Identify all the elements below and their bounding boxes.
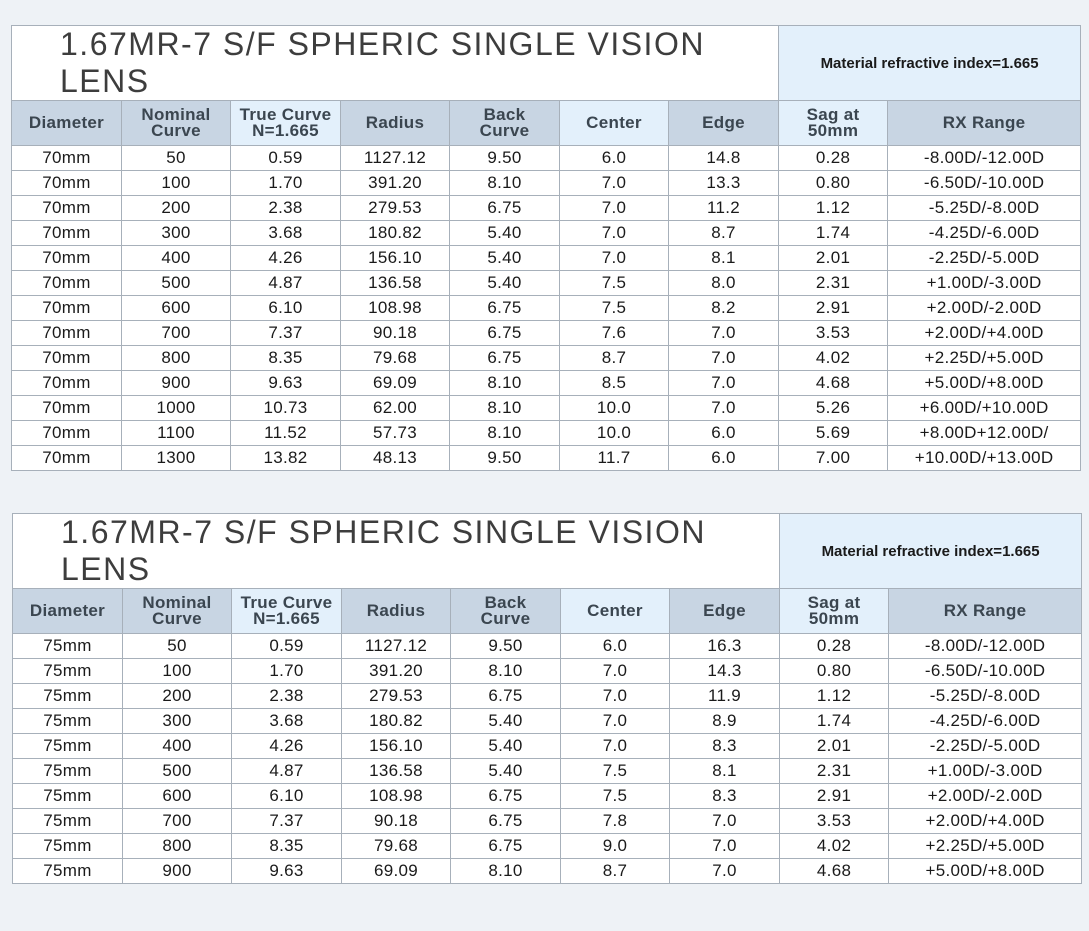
table-row <box>13 659 1082 684</box>
cell-rx-range: +8.00D+12.00D/ <box>888 421 1081 446</box>
cell-center: 10.0 <box>560 421 669 446</box>
cell-edge: 7.0 <box>669 371 779 396</box>
cell-center: 8.7 <box>561 859 670 884</box>
header-diameter: Diameter <box>13 589 123 634</box>
cell-diameter: 70mm <box>12 196 122 221</box>
cell-rx-range: +6.00D/+10.00D <box>888 396 1081 421</box>
cell-diameter: 75mm <box>13 759 123 784</box>
cell-edge: 11.2 <box>669 196 779 221</box>
cell-center: 7.0 <box>561 734 670 759</box>
cell-back-curve: 9.50 <box>450 446 560 471</box>
cell-diameter: 70mm <box>12 396 122 421</box>
cell-rx-range: +1.00D/-3.00D <box>889 759 1082 784</box>
cell-nominal-curve: 1000 <box>122 396 231 421</box>
header-back-curve: Back Curve <box>450 101 560 146</box>
lens-table-75mm-block <box>12 513 1081 884</box>
cell-rx-range: -4.25D/-6.00D <box>888 221 1081 246</box>
table-row <box>12 321 1081 346</box>
cell-nominal-curve: 100 <box>122 171 231 196</box>
cell-back-curve: 5.40 <box>450 246 560 271</box>
cell-radius: 48.13 <box>341 446 450 471</box>
cell-nominal-curve: 700 <box>122 321 231 346</box>
cell-center: 7.0 <box>561 659 670 684</box>
cell-true-curve: 3.68 <box>231 221 341 246</box>
cell-edge: 8.3 <box>670 784 780 809</box>
table-row <box>13 834 1082 859</box>
cell-nominal-curve: 800 <box>122 346 231 371</box>
cell-edge: 8.1 <box>669 246 779 271</box>
cell-true-curve: 9.63 <box>231 371 341 396</box>
cell-nominal-curve: 400 <box>123 734 232 759</box>
header-edge: Edge <box>669 101 779 146</box>
cell-rx-range: -6.50D/-10.00D <box>889 659 1082 684</box>
cell-diameter: 75mm <box>13 859 123 884</box>
cell-diameter: 70mm <box>12 271 122 296</box>
cell-true-curve: 6.10 <box>231 296 341 321</box>
cell-back-curve: 6.75 <box>451 834 561 859</box>
cell-back-curve: 6.75 <box>450 346 560 371</box>
lens-table <box>11 25 1081 471</box>
cell-center: 7.0 <box>560 246 669 271</box>
cell-nominal-curve: 300 <box>123 709 232 734</box>
cell-back-curve: 5.40 <box>451 734 561 759</box>
header-back-curve: Back Curve <box>451 589 561 634</box>
cell-nominal-curve: 100 <box>123 659 232 684</box>
cell-edge: 7.0 <box>670 834 780 859</box>
table-row <box>12 146 1081 171</box>
table-row <box>13 859 1082 884</box>
cell-radius: 57.73 <box>341 421 450 446</box>
cell-sag-at-50mm: 1.74 <box>780 709 889 734</box>
cell-center: 8.7 <box>560 346 669 371</box>
cell-back-curve: 5.40 <box>451 709 561 734</box>
header-rx-range: RX Range <box>889 589 1082 634</box>
cell-center: 7.0 <box>560 221 669 246</box>
cell-back-curve: 8.10 <box>450 171 560 196</box>
cell-center: 11.7 <box>560 446 669 471</box>
cell-center: 9.0 <box>561 834 670 859</box>
table-row <box>12 196 1081 221</box>
lens-table <box>12 513 1082 884</box>
cell-true-curve: 2.38 <box>231 196 341 221</box>
cell-edge: 8.2 <box>669 296 779 321</box>
cell-back-curve: 6.75 <box>451 809 561 834</box>
cell-diameter: 75mm <box>13 684 123 709</box>
table-row <box>12 396 1081 421</box>
lens-table-70mm-block <box>11 25 1080 471</box>
header-diameter: Diameter <box>12 101 122 146</box>
header-true-curve: True Curve N=1.665 <box>231 101 341 146</box>
cell-true-curve: 7.37 <box>231 321 341 346</box>
cell-true-curve: 11.52 <box>231 421 341 446</box>
cell-back-curve: 6.75 <box>451 784 561 809</box>
cell-center: 7.5 <box>560 271 669 296</box>
table-body <box>12 146 1081 471</box>
header-nominal-curve: Nominal Curve <box>122 101 231 146</box>
cell-nominal-curve: 1300 <box>122 446 231 471</box>
cell-rx-range: +2.25D/+5.00D <box>889 834 1082 859</box>
cell-true-curve: 4.26 <box>232 734 342 759</box>
cell-true-curve: 6.10 <box>232 784 342 809</box>
cell-sag-at-50mm: 2.91 <box>780 784 889 809</box>
cell-rx-range: -6.50D/-10.00D <box>888 171 1081 196</box>
cell-radius: 62.00 <box>341 396 450 421</box>
cell-radius: 136.58 <box>342 759 451 784</box>
cell-true-curve: 7.37 <box>232 809 342 834</box>
cell-nominal-curve: 200 <box>123 684 232 709</box>
cell-diameter: 70mm <box>12 346 122 371</box>
cell-rx-range: +2.00D/-2.00D <box>889 784 1082 809</box>
cell-diameter: 75mm <box>13 634 123 659</box>
cell-nominal-curve: 200 <box>122 196 231 221</box>
cell-diameter: 70mm <box>12 296 122 321</box>
cell-true-curve: 4.26 <box>231 246 341 271</box>
cell-nominal-curve: 600 <box>123 784 232 809</box>
cell-diameter: 70mm <box>12 371 122 396</box>
cell-true-curve: 13.82 <box>231 446 341 471</box>
cell-edge: 8.1 <box>670 759 780 784</box>
cell-back-curve: 6.75 <box>450 321 560 346</box>
cell-rx-range: +2.00D/+4.00D <box>888 321 1081 346</box>
cell-edge: 11.9 <box>670 684 780 709</box>
cell-radius: 79.68 <box>341 346 450 371</box>
table-row <box>12 346 1081 371</box>
cell-center: 7.0 <box>561 684 670 709</box>
header-true-curve: True Curve N=1.665 <box>232 589 342 634</box>
cell-rx-range: +1.00D/-3.00D <box>888 271 1081 296</box>
cell-center: 7.0 <box>560 171 669 196</box>
cell-back-curve: 6.75 <box>450 196 560 221</box>
cell-true-curve: 4.87 <box>232 759 342 784</box>
cell-rx-range: -5.25D/-8.00D <box>888 196 1081 221</box>
cell-radius: 90.18 <box>342 809 451 834</box>
cell-true-curve: 8.35 <box>232 834 342 859</box>
cell-edge: 14.8 <box>669 146 779 171</box>
table-row <box>12 296 1081 321</box>
cell-sag-at-50mm: 2.01 <box>779 246 888 271</box>
cell-back-curve: 8.10 <box>450 396 560 421</box>
table-row <box>12 446 1081 471</box>
cell-back-curve: 9.50 <box>450 146 560 171</box>
cell-back-curve: 8.10 <box>451 859 561 884</box>
table-title: 1.67MR-7 S/F SPHERIC SINGLE VISION LENS <box>13 514 780 589</box>
cell-sag-at-50mm: 2.31 <box>779 271 888 296</box>
cell-back-curve: 8.10 <box>451 659 561 684</box>
table-row <box>12 421 1081 446</box>
cell-back-curve: 6.75 <box>450 296 560 321</box>
cell-radius: 180.82 <box>341 221 450 246</box>
header-row <box>13 589 1082 634</box>
cell-diameter: 75mm <box>13 809 123 834</box>
cell-rx-range: -5.25D/-8.00D <box>889 684 1082 709</box>
cell-rx-range: +5.00D/+8.00D <box>888 371 1081 396</box>
cell-center: 7.8 <box>561 809 670 834</box>
cell-radius: 69.09 <box>341 371 450 396</box>
cell-true-curve: 3.68 <box>232 709 342 734</box>
cell-diameter: 70mm <box>12 146 122 171</box>
cell-sag-at-50mm: 2.31 <box>780 759 889 784</box>
cell-sag-at-50mm: 4.02 <box>780 834 889 859</box>
cell-sag-at-50mm: 4.68 <box>780 859 889 884</box>
cell-radius: 391.20 <box>341 171 450 196</box>
title-row <box>13 514 1082 589</box>
cell-sag-at-50mm: 2.91 <box>779 296 888 321</box>
cell-radius: 1127.12 <box>342 634 451 659</box>
cell-diameter: 70mm <box>12 221 122 246</box>
cell-diameter: 75mm <box>13 709 123 734</box>
cell-sag-at-50mm: 0.28 <box>780 634 889 659</box>
cell-sag-at-50mm: 2.01 <box>780 734 889 759</box>
header-sag-at-50mm: Sag at 50mm <box>779 101 888 146</box>
material-index-note: Material refractive index=1.665 <box>780 514 1082 589</box>
cell-edge: 16.3 <box>670 634 780 659</box>
material-index-note: Material refractive index=1.665 <box>779 26 1081 101</box>
cell-diameter: 75mm <box>13 784 123 809</box>
cell-diameter: 70mm <box>12 421 122 446</box>
table-row <box>13 759 1082 784</box>
cell-diameter: 70mm <box>12 246 122 271</box>
cell-nominal-curve: 500 <box>122 271 231 296</box>
cell-center: 6.0 <box>560 146 669 171</box>
cell-true-curve: 1.70 <box>232 659 342 684</box>
cell-true-curve: 10.73 <box>231 396 341 421</box>
cell-sag-at-50mm: 4.68 <box>779 371 888 396</box>
cell-sag-at-50mm: 0.80 <box>780 659 889 684</box>
table-row <box>13 709 1082 734</box>
cell-radius: 180.82 <box>342 709 451 734</box>
cell-sag-at-50mm: 4.02 <box>779 346 888 371</box>
cell-radius: 136.58 <box>341 271 450 296</box>
cell-sag-at-50mm: 5.26 <box>779 396 888 421</box>
cell-back-curve: 9.50 <box>451 634 561 659</box>
table-row <box>13 684 1082 709</box>
cell-rx-range: +2.00D/-2.00D <box>888 296 1081 321</box>
cell-diameter: 75mm <box>13 834 123 859</box>
cell-true-curve: 0.59 <box>232 634 342 659</box>
cell-radius: 90.18 <box>341 321 450 346</box>
table-title: 1.67MR-7 S/F SPHERIC SINGLE VISION LENS <box>12 26 779 101</box>
cell-edge: 7.0 <box>670 859 780 884</box>
header-radius: Radius <box>341 101 450 146</box>
cell-sag-at-50mm: 5.69 <box>779 421 888 446</box>
cell-true-curve: 4.87 <box>231 271 341 296</box>
cell-sag-at-50mm: 0.80 <box>779 171 888 196</box>
cell-edge: 6.0 <box>669 446 779 471</box>
cell-true-curve: 0.59 <box>231 146 341 171</box>
cell-back-curve: 8.10 <box>450 371 560 396</box>
cell-sag-at-50mm: 1.12 <box>779 196 888 221</box>
cell-sag-at-50mm: 1.12 <box>780 684 889 709</box>
cell-edge: 8.0 <box>669 271 779 296</box>
header-sag-at-50mm: Sag at 50mm <box>780 589 889 634</box>
cell-rx-range: -8.00D/-12.00D <box>888 146 1081 171</box>
cell-radius: 69.09 <box>342 859 451 884</box>
cell-radius: 156.10 <box>341 246 450 271</box>
cell-radius: 279.53 <box>341 196 450 221</box>
cell-nominal-curve: 900 <box>123 859 232 884</box>
cell-edge: 8.3 <box>670 734 780 759</box>
cell-sag-at-50mm: 3.53 <box>780 809 889 834</box>
cell-center: 8.5 <box>560 371 669 396</box>
header-rx-range: RX Range <box>888 101 1081 146</box>
cell-radius: 108.98 <box>342 784 451 809</box>
cell-diameter: 75mm <box>13 734 123 759</box>
cell-edge: 13.3 <box>669 171 779 196</box>
title-row <box>12 26 1081 101</box>
cell-true-curve: 2.38 <box>232 684 342 709</box>
cell-nominal-curve: 600 <box>122 296 231 321</box>
cell-true-curve: 1.70 <box>231 171 341 196</box>
cell-center: 7.0 <box>560 196 669 221</box>
cell-back-curve: 5.40 <box>450 221 560 246</box>
cell-center: 6.0 <box>561 634 670 659</box>
table-row <box>13 809 1082 834</box>
cell-diameter: 70mm <box>12 171 122 196</box>
table-row <box>12 271 1081 296</box>
cell-radius: 79.68 <box>342 834 451 859</box>
cell-nominal-curve: 800 <box>123 834 232 859</box>
cell-rx-range: +2.00D/+4.00D <box>889 809 1082 834</box>
table-body <box>13 634 1082 884</box>
cell-edge: 6.0 <box>669 421 779 446</box>
cell-sag-at-50mm: 7.00 <box>779 446 888 471</box>
cell-edge: 7.0 <box>669 346 779 371</box>
header-radius: Radius <box>342 589 451 634</box>
cell-nominal-curve: 700 <box>123 809 232 834</box>
cell-back-curve: 5.40 <box>451 759 561 784</box>
table-row <box>13 784 1082 809</box>
header-center: Center <box>561 589 670 634</box>
cell-center: 7.5 <box>560 296 669 321</box>
cell-rx-range: +10.00D/+13.00D <box>888 446 1081 471</box>
cell-rx-range: -8.00D/-12.00D <box>889 634 1082 659</box>
table-row <box>13 734 1082 759</box>
cell-edge: 7.0 <box>670 809 780 834</box>
cell-sag-at-50mm: 0.28 <box>779 146 888 171</box>
cell-nominal-curve: 300 <box>122 221 231 246</box>
cell-rx-range: -2.25D/-5.00D <box>888 246 1081 271</box>
cell-nominal-curve: 1100 <box>122 421 231 446</box>
cell-diameter: 70mm <box>12 446 122 471</box>
cell-back-curve: 8.10 <box>450 421 560 446</box>
cell-rx-range: +2.25D/+5.00D <box>888 346 1081 371</box>
header-center: Center <box>560 101 669 146</box>
cell-edge: 7.0 <box>669 321 779 346</box>
table-row <box>12 221 1081 246</box>
cell-nominal-curve: 50 <box>123 634 232 659</box>
cell-center: 10.0 <box>560 396 669 421</box>
cell-diameter: 75mm <box>13 659 123 684</box>
cell-edge: 8.9 <box>670 709 780 734</box>
table-row <box>12 246 1081 271</box>
cell-sag-at-50mm: 3.53 <box>779 321 888 346</box>
header-edge: Edge <box>670 589 780 634</box>
cell-radius: 279.53 <box>342 684 451 709</box>
cell-nominal-curve: 400 <box>122 246 231 271</box>
cell-rx-range: -2.25D/-5.00D <box>889 734 1082 759</box>
cell-back-curve: 6.75 <box>451 684 561 709</box>
cell-back-curve: 5.40 <box>450 271 560 296</box>
cell-radius: 156.10 <box>342 734 451 759</box>
table-row <box>13 634 1082 659</box>
cell-diameter: 70mm <box>12 321 122 346</box>
cell-edge: 7.0 <box>669 396 779 421</box>
table-row <box>12 171 1081 196</box>
cell-center: 7.0 <box>561 709 670 734</box>
cell-radius: 108.98 <box>341 296 450 321</box>
cell-rx-range: +5.00D/+8.00D <box>889 859 1082 884</box>
header-nominal-curve: Nominal Curve <box>123 589 232 634</box>
cell-center: 7.5 <box>561 784 670 809</box>
cell-edge: 14.3 <box>670 659 780 684</box>
cell-nominal-curve: 50 <box>122 146 231 171</box>
cell-center: 7.5 <box>561 759 670 784</box>
cell-nominal-curve: 500 <box>123 759 232 784</box>
cell-true-curve: 8.35 <box>231 346 341 371</box>
cell-rx-range: -4.25D/-6.00D <box>889 709 1082 734</box>
table-row <box>12 371 1081 396</box>
cell-nominal-curve: 900 <box>122 371 231 396</box>
cell-radius: 391.20 <box>342 659 451 684</box>
cell-edge: 8.7 <box>669 221 779 246</box>
header-row <box>12 101 1081 146</box>
cell-center: 7.6 <box>560 321 669 346</box>
cell-sag-at-50mm: 1.74 <box>779 221 888 246</box>
cell-true-curve: 9.63 <box>232 859 342 884</box>
cell-radius: 1127.12 <box>341 146 450 171</box>
